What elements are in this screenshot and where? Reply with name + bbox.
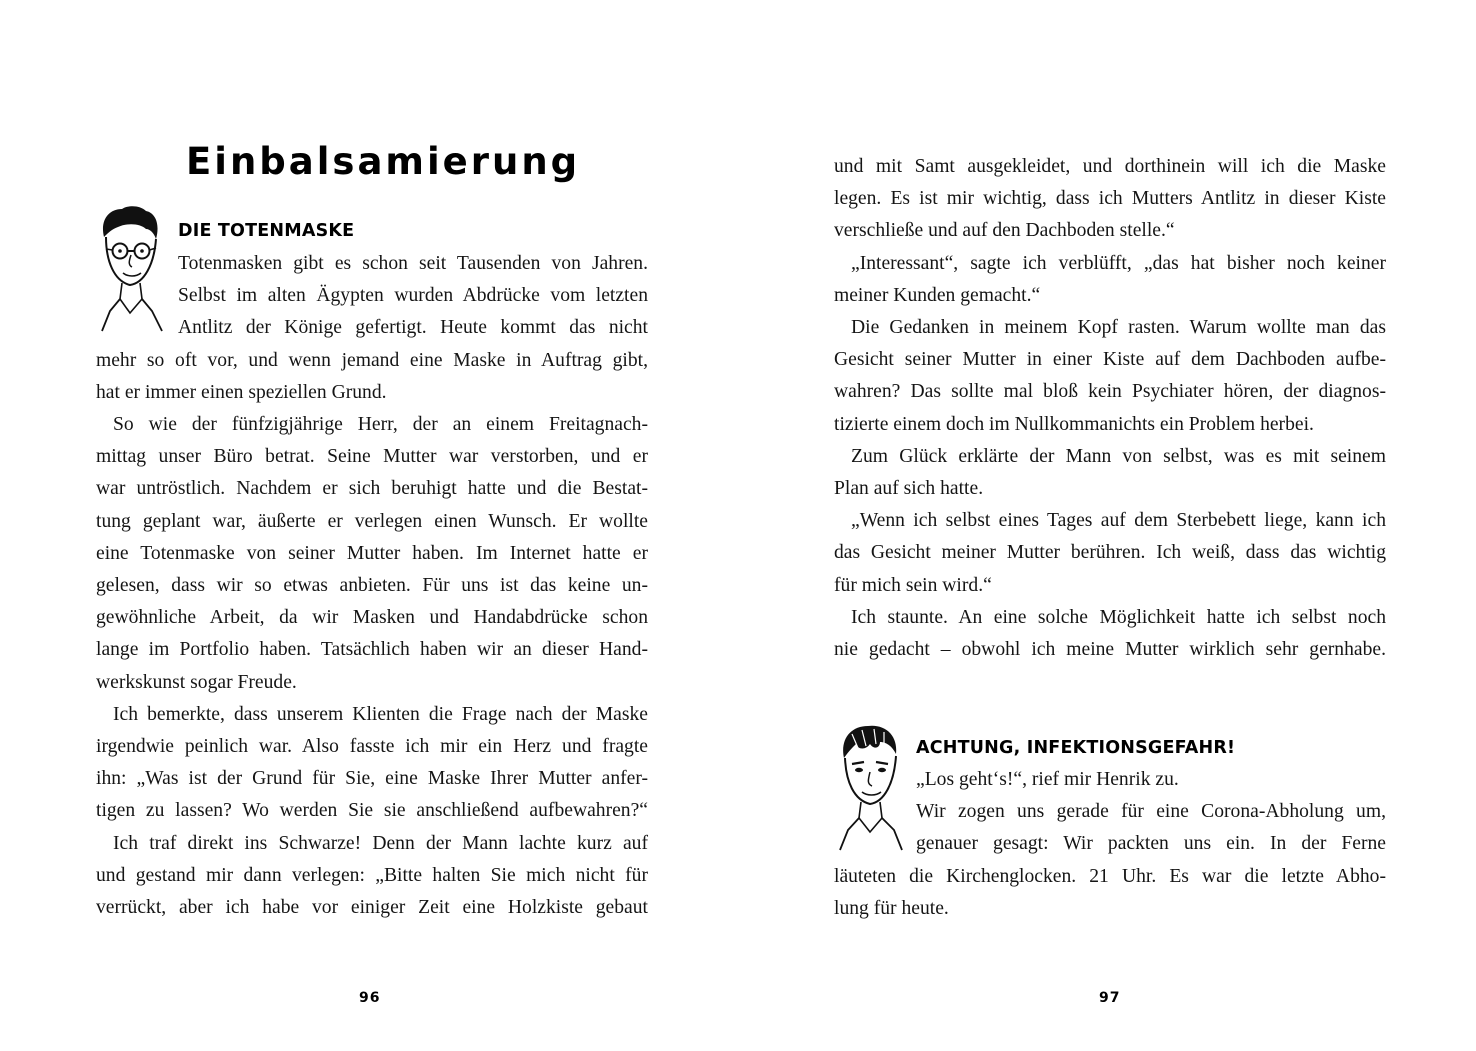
text-line: eine Totenmaske von seiner Mutter haben. Im Internet hatte er <box>96 542 648 564</box>
text-line: irgendwie peinlich war. Also fasste ich mir ein Herz und fragte <box>96 736 648 758</box>
text-line: gewöhnliche Arbeit, da wir Masken und Handabdrücke schon <box>96 607 648 629</box>
text-line: verschließe und auf den Dachboden stelle.“ <box>834 220 1175 242</box>
text-line: lung für heute. <box>834 897 949 919</box>
text-line: Zum Glück erklärte der Mann von selbst, was es mit seinem <box>851 445 1386 467</box>
text-line: werkskunst sogar Freude. <box>96 671 297 693</box>
text-line: „Wenn ich selbst eines Tages auf dem Sterbebett liege, kann ich <box>851 510 1386 532</box>
right-body-text <box>834 151 1386 666</box>
right-page <box>738 0 1476 1051</box>
text-line: nie gedacht – obwohl ich meine Mutter wirklich sehr gernhabe. <box>834 639 1386 661</box>
text-line: hat er immer einen speziellen Grund. <box>96 381 387 403</box>
text-line: läuteten die Kirchenglocken. 21 Uhr. Es war die letzte Abho- <box>834 865 1386 887</box>
text-line: „Los geht‘s!“, rief mir Henrik zu. <box>916 769 1179 790</box>
text-line: mittag unser Büro betrat. Seine Mutter war verstorben, und er <box>96 446 648 468</box>
text-line: legen. Es ist mir wichtig, dass ich Mutters Antlitz in dieser Kiste <box>834 188 1386 210</box>
text-line: und mit Samt ausgekleidet, und dorthinein will ich die Maske <box>834 156 1386 177</box>
text-line: Totenmasken gibt es schon seit Tausenden von Jahren. <box>178 253 648 274</box>
text-line: wahren? Das sollte mal bloß kein Psychiater hören, der diagnos- <box>834 381 1386 403</box>
text-line: ihn: „Was ist der Grund für Sie, eine Maske Ihrer Mutter anfer- <box>96 768 648 790</box>
text-line: Ich traf direkt ins Schwarze! Denn der Mann lachte kurz auf <box>113 832 648 854</box>
text-line: tung geplant war, äußerte er verlegen einen Wunsch. Er wollte <box>96 510 648 532</box>
text-line: war untröstlich. Nachdem er sich beruhigt hatte und die Bestat- <box>96 478 648 500</box>
text-line: lange im Portfolio haben. Tatsächlich haben wir an dieser Hand- <box>96 639 648 661</box>
chapter-title: Einbalsamierung <box>186 140 581 183</box>
text-line: Ich bemerkte, dass unserem Klienten die Frage nach der Maske <box>113 703 648 725</box>
text-line: Gesicht seiner Mutter in einer Kiste auf dem Dachboden aufbe- <box>834 349 1386 371</box>
text-line: So wie der fünfzigjährige Herr, der an einem Freitagnach- <box>113 414 648 436</box>
text-line: Plan auf sich hatte. <box>834 478 984 500</box>
text-line: mehr so oft vor, und wenn jemand eine Maske in Auftrag gibt, <box>96 349 648 371</box>
text-line: Die Gedanken in meinem Kopf rasten. Warum wollte man das <box>851 317 1386 339</box>
text-line: und gestand mir dann verlegen: „Bitte halten Sie mich nicht für <box>96 864 648 886</box>
section-heading-infektionsgefahr: ACHTUNG, INFEKTIONSGEFAHR! <box>916 738 1236 758</box>
text-line: gelesen, dass wir so etwas anbieten. Für uns ist das keine un- <box>96 575 648 597</box>
text-line: meiner Kunden gemacht.“ <box>834 284 1041 306</box>
text-line: tizierte einem doch im Nullkommanichts ein Problem herbei. <box>834 413 1314 435</box>
text-line: für mich sein wird.“ <box>834 574 992 596</box>
text-line: tigen zu lassen? Wo werden Sie sie anschließend aufbewahren?“ <box>96 800 648 822</box>
text-line: Antlitz der Könige gefertigt. Heute kommt das nicht <box>178 317 648 339</box>
page-number-right: 97 <box>1099 990 1121 1006</box>
text-line: Wir zogen uns gerade für eine Corona-Abholung um, <box>916 801 1386 823</box>
text-line: Ich staunte. An eine solche Möglichkeit hatte ich selbst noch <box>851 606 1386 628</box>
page-number-left: 96 <box>359 990 381 1006</box>
text-line: genauer gesagt: Wir packten uns ein. In der Ferne <box>916 833 1386 855</box>
left-body-text <box>96 248 648 924</box>
section-heading-totenmaske: DIE TOTENMASKE <box>178 221 355 241</box>
right-body-text-second-section <box>834 764 1386 925</box>
text-line: verrückt, aber ich habe vor einiger Zeit eine Holzkiste gebaut <box>96 897 648 919</box>
text-line: „Interessant“, sagte ich verblüfft, „das hat bisher noch keiner <box>851 252 1386 274</box>
text-line: Selbst im alten Ägypten wurden Abdrücke vom letzten <box>178 285 648 307</box>
text-line: das Gesicht meiner Mutter berühren. Ich weiß, dass das wichtig <box>834 542 1386 564</box>
